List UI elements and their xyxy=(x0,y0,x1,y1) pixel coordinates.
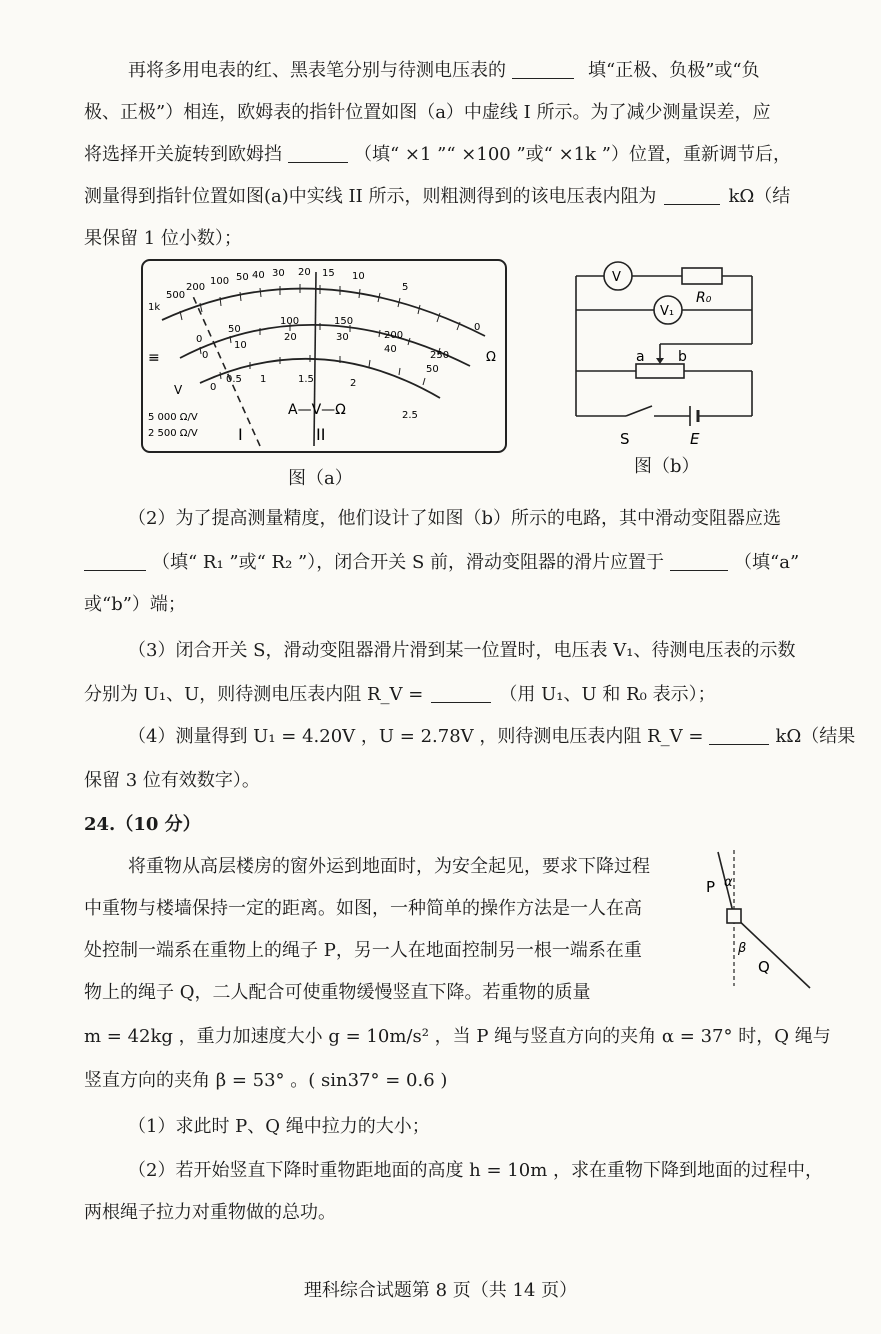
answer-blank-resistance[interactable] xyxy=(664,186,720,205)
s1-text: 测量得到指针位置如图(a)中实线 II 所示，则粗测得到的该电压表内阻为 xyxy=(84,186,657,207)
v-symbol: V xyxy=(174,383,183,397)
ohm-tick-500: 500 xyxy=(166,290,186,301)
rope-figure xyxy=(696,846,816,996)
s4-line2: 保留 3 位有效数字）。 xyxy=(84,770,260,791)
s1-line4 xyxy=(84,182,790,208)
p24-question1: （1）求此时 P、Q 绳中拉力的大小； xyxy=(128,1116,430,1137)
label-q: Q xyxy=(758,958,770,976)
ohm-tick-40: 40 xyxy=(252,270,265,281)
s4-line1 xyxy=(128,722,855,748)
label-e: E xyxy=(690,430,700,448)
volt-tick-2.5: 2.5 xyxy=(402,410,418,421)
s4-text: （4）测量得到 U₁ = 4.20V ，U = 2.78V ，则待测电压表内阻 R_V = xyxy=(128,726,704,747)
s3-text: 分别为 U₁、U，则待测电压表内阻 R_V = xyxy=(84,684,424,705)
label-alpha: α xyxy=(724,875,733,890)
multimeter-figure xyxy=(140,258,510,458)
slider-arrow-icon xyxy=(656,358,664,364)
weight-block xyxy=(727,909,741,923)
dc-tick-250: 250 xyxy=(430,350,450,361)
ohm-tick-15: 15 xyxy=(322,268,335,279)
ohm-tick-50: 50 xyxy=(236,272,249,283)
label-b: b xyxy=(678,349,687,365)
p24-line2: 中重物与楼墙保持一定的距离。如图，一种简单的操作方法是一人在高 xyxy=(84,898,642,919)
s1-line2: 极、正极”）相连，欧姆表的指针位置如图（a）中虚线 I 所示。为了减少测量误差，应 xyxy=(84,102,771,123)
dc-tick-0: 0 xyxy=(196,334,203,345)
s2-text: （填“a” xyxy=(734,552,800,573)
p24-line4: 物上的绳子 Q，二人配合可使重物缓慢竖直下降。若重物的质量 xyxy=(84,982,591,1003)
line-label-i: I xyxy=(238,425,243,444)
figure-b-caption: 图（b） xyxy=(634,456,700,477)
rheostat-icon xyxy=(636,364,684,378)
s1-text: 填“正极、负极”或“负 xyxy=(588,60,760,81)
label-v: V xyxy=(612,270,621,285)
problem-24-header: 24.（10 分） xyxy=(84,814,201,835)
volt-tick-1.5: 1.5 xyxy=(298,374,314,385)
s1-text: 将选择开关旋转到欧姆挡 xyxy=(84,144,282,165)
circuit-figure xyxy=(562,258,762,450)
pointer-line-i xyxy=(192,294,260,446)
s2-line3: 或“b”）端； xyxy=(84,594,186,615)
label-r0: R₀ xyxy=(696,290,712,306)
s1-text: 再将多用电表的红、黑表笔分别与待测电压表的 xyxy=(128,60,506,81)
ohm-tick-100: 100 xyxy=(210,276,230,287)
volt-tick-0: 0 xyxy=(210,382,217,393)
ohm-arc xyxy=(162,289,485,336)
switch-s-icon xyxy=(626,406,652,416)
s1-line3 xyxy=(84,140,791,166)
s2-line2 xyxy=(84,548,799,574)
answer-blank-rv-value[interactable] xyxy=(709,726,769,745)
dc-tick-150: 150 xyxy=(334,316,354,327)
label-a: a xyxy=(636,349,645,365)
ohm-tick-10: 10 xyxy=(352,271,365,282)
answer-blank-rv-formula[interactable] xyxy=(431,684,491,703)
center-label: A—V—Ω xyxy=(288,402,346,418)
pointer-line-ii xyxy=(314,272,316,446)
spec-5000: 5 000 Ω/V xyxy=(148,412,198,423)
ohm-tick-20: 20 xyxy=(298,267,311,278)
dc-tick-50: 50 xyxy=(228,324,241,335)
volt-tick-0.5: 0.5 xyxy=(226,374,242,385)
figure-a-caption: 图（a） xyxy=(288,468,353,489)
s2-text: （填“ R₁ ”或“ R₂ ”），闭合开关 S 前，滑动变阻器的滑片应置于 xyxy=(152,552,665,573)
answer-blank-polarity[interactable] xyxy=(512,60,574,79)
volt-tick-1: 1 xyxy=(260,374,267,385)
mid-tick-0: 0 xyxy=(202,350,209,361)
s1-text: kΩ（结 xyxy=(728,186,791,207)
label-beta: β xyxy=(738,941,747,956)
dc-symbol: ≡ xyxy=(148,350,160,366)
label-s: S xyxy=(620,430,630,448)
resistor-r0-icon xyxy=(682,268,722,284)
mid-tick-50: 50 xyxy=(426,364,439,375)
mid-tick-30: 30 xyxy=(336,332,349,343)
s3-line1: （3）闭合开关 S，滑动变阻器滑片滑到某一位置时，电压表 V₁、待测电压表的示数 xyxy=(128,640,796,661)
mid-tick-20: 20 xyxy=(284,332,297,343)
p24-line6: 竖直方向的夹角 β = 53° 。( sin37° = 0.6 ) xyxy=(84,1070,448,1091)
ohm-tick-0: 0 xyxy=(474,322,481,333)
answer-blank-rheostat[interactable] xyxy=(84,552,146,571)
s1-line5: 果保留 1 位小数）； xyxy=(84,228,242,249)
dc-tick-100: 100 xyxy=(280,316,300,327)
p24-question2-line2: 两根绳子拉力对重物做的总功。 xyxy=(84,1202,336,1223)
s3-line2 xyxy=(84,680,716,706)
p24-line1: 将重物从高层楼房的窗外运到地面时，为安全起见，要求下降过程 xyxy=(128,856,650,877)
answer-blank-slider-end[interactable] xyxy=(670,552,728,571)
ohm-tick-30: 30 xyxy=(272,268,285,279)
page-footer: 理科综合试题第 8 页（共 14 页） xyxy=(303,1280,578,1301)
s2-line1: （2）为了提高测量精度，他们设计了如图（b）所示的电路，其中滑动变阻器应选 xyxy=(128,508,781,529)
p24-question2-line1: （2）若开始竖直下降时重物距地面的高度 h = 10m ，求在重物下降到地面的过程中， xyxy=(128,1160,823,1181)
label-v1: V₁ xyxy=(660,304,675,319)
spec-2500: 2 500 Ω/V xyxy=(148,428,198,439)
label-p: P xyxy=(706,878,716,896)
dc-tick-200: 200 xyxy=(384,330,404,341)
mid-tick-10: 10 xyxy=(234,340,247,351)
ohm-symbol: Ω xyxy=(486,350,496,365)
p24-line3: 处控制一端系在重物上的绳子 P，另一人在地面控制另一根一端系在重 xyxy=(84,940,642,961)
mid-tick-40: 40 xyxy=(384,344,397,355)
ohm-tick-5: 5 xyxy=(402,282,409,293)
volt-tick-2: 2 xyxy=(350,378,357,389)
ohm-tick-200: 200 xyxy=(186,282,206,293)
s3-text: （用 U₁、U 和 R₀ 表示）； xyxy=(499,684,716,705)
p24-line5: m = 42kg ，重力加速度大小 g = 10m/s² ，当 P 绳与竖直方向的夹角 α = 37° 时，Q 绳与 xyxy=(84,1026,831,1047)
ohm-tick-1k: 1k xyxy=(148,302,161,313)
s4-text: kΩ（结果 xyxy=(775,726,856,747)
s1-line1 xyxy=(128,56,760,82)
answer-blank-range[interactable] xyxy=(288,144,348,163)
s1-text: （填“ ×1 ”“ ×100 ”或“ ×1k ”）位置，重新调节后， xyxy=(354,144,791,165)
line-label-ii: II xyxy=(316,425,326,444)
